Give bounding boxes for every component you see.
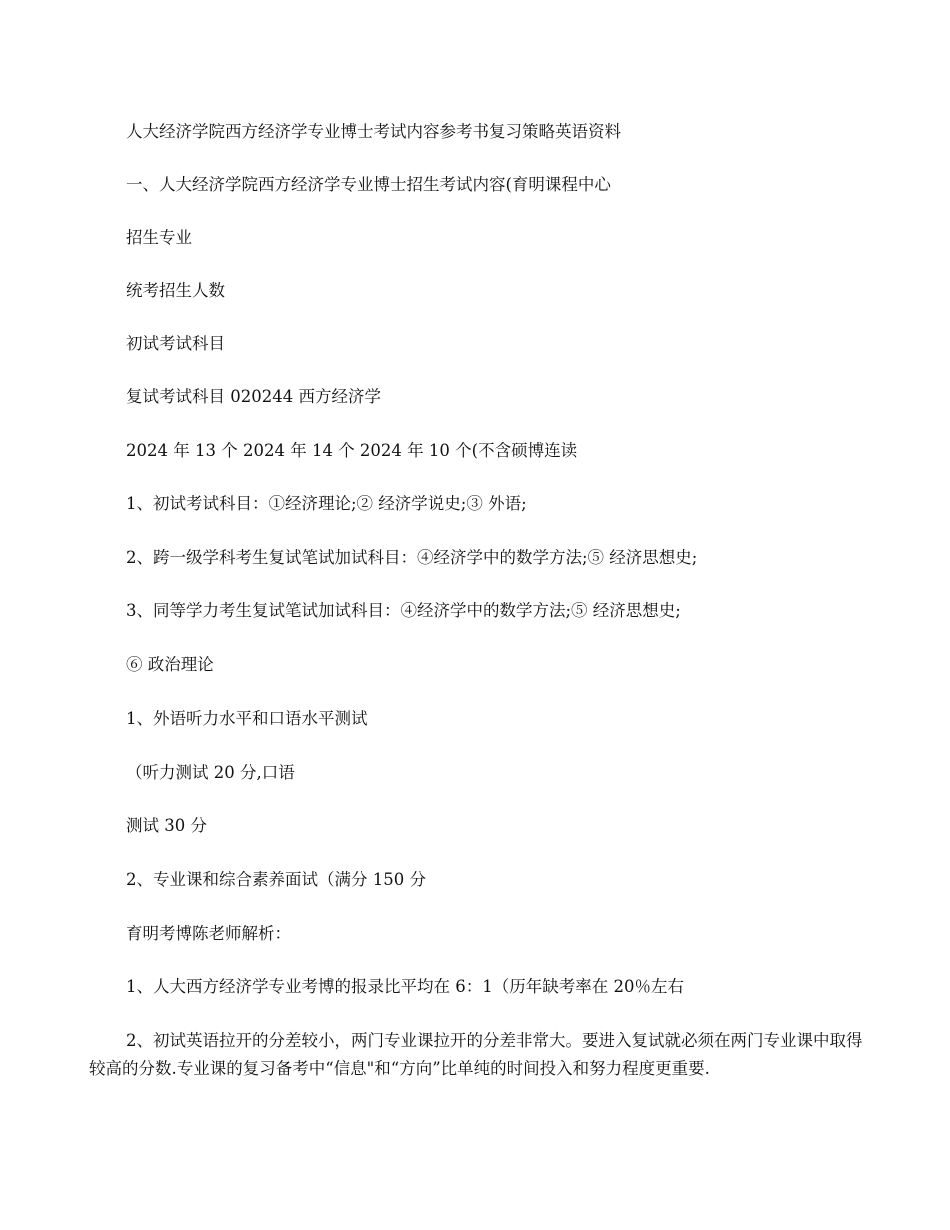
section-heading: 一、人大经济学院西方经济学专业博士招生考试内容(育明课程中心 [126,175,611,194]
body-paragraph: 2、初试英语拉开的分差较小，两门专业课拉开的分差非常大。要进入复试就必须在两门专业课中取得较高的分数.专业课的复习备考中“信息"和“方向”比单纯的时间投入和努力程度更重要. [89,1031,863,1078]
text-line: 1、初试考试科目：①经济理论;② 经济学说史;③ 外语; [126,494,527,513]
text-line: 1、人大西方经济学专业考博的报录比平均在 6：1（历年缺考率在 20％左右 [126,977,684,996]
text-line: 招生专业 [126,228,192,247]
text-line: 3、同等学力考生复试笔试加试科目：④经济学中的数学方法;⑤ 经济思想史; [126,601,681,620]
text-line: 统考招生人数 [126,281,225,300]
text-line: 2024 年 13 个 2024 年 14 个 2024 年 10 个(不含硕博连读 [126,441,578,460]
text-line: ⑥ 政治理论 [126,655,214,674]
text-line: 复试考试科目 020244 西方经济学 [126,387,381,406]
text-line: 1、外语听力水平和口语水平测试 [126,709,368,728]
text-line: 初试考试科目 [126,334,225,353]
text-line: （听力测试 20 分,口语 [126,763,295,782]
text-line: 2、跨一级学科考生复试笔试加试科目：④经济学中的数学方法;⑤ 经济思想史; [126,548,698,567]
document-title: 人大经济学院西方经济学专业博士考试内容参考书复习策略英语资料 [126,122,621,141]
text-line: 测试 30 分 [126,816,207,835]
text-line: 2、专业课和综合素养面试（满分 150 分 [126,870,426,889]
text-line: 育明考博陈老师解析： [126,924,291,943]
